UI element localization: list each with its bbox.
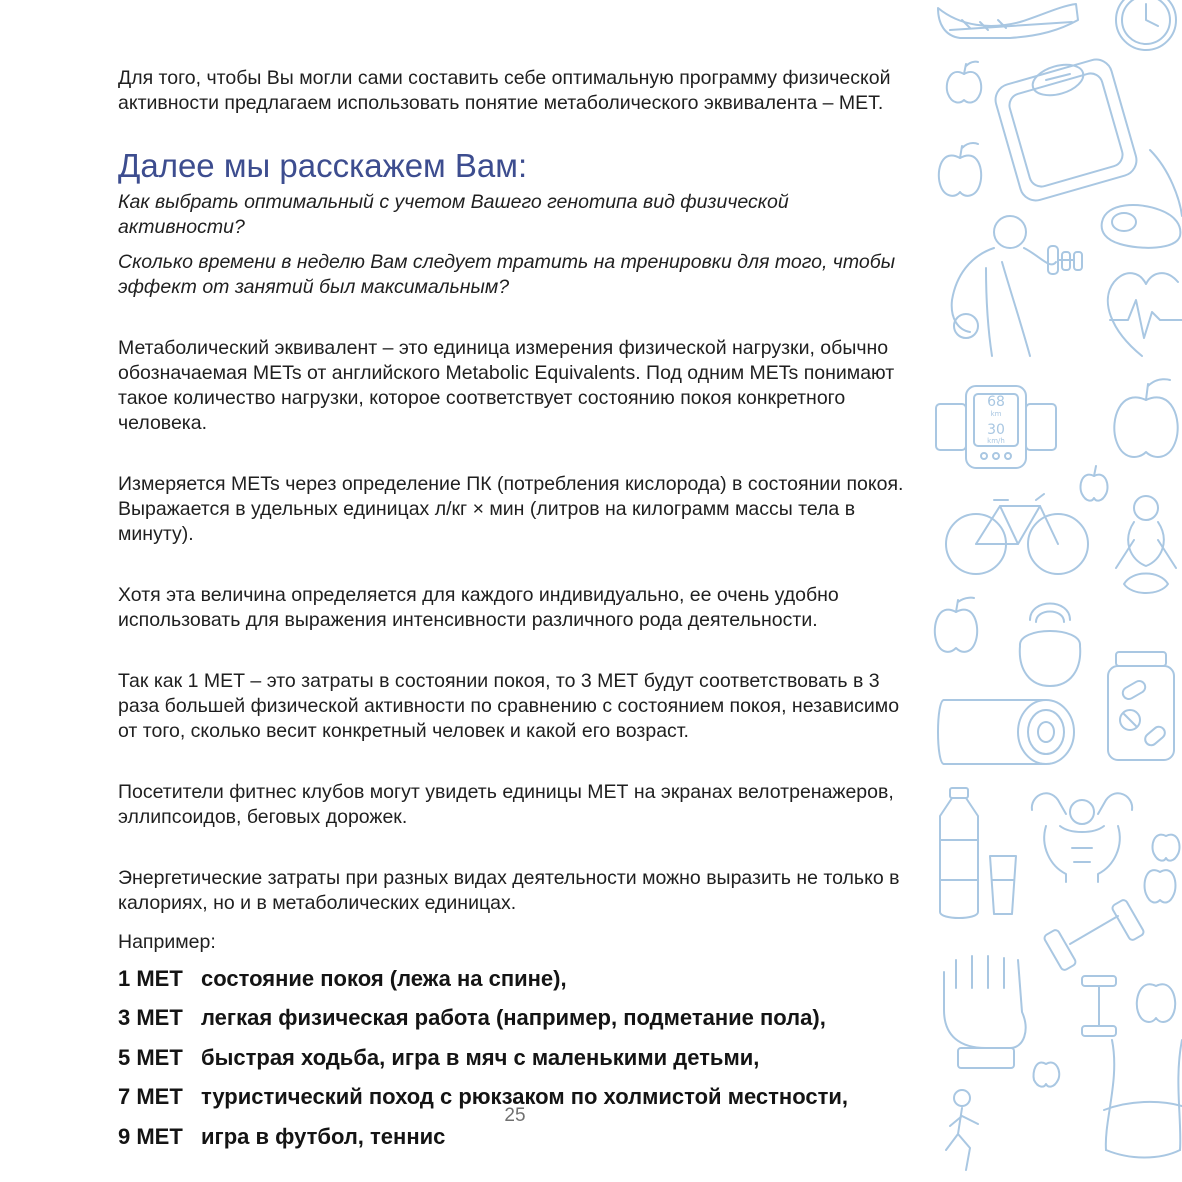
apple-icon	[1137, 984, 1175, 1022]
apple-icon	[939, 143, 981, 196]
water-bottle-icon	[940, 788, 978, 918]
met-value: 3 МЕТ	[118, 1005, 183, 1031]
apple-icon	[1114, 379, 1177, 457]
paragraph-energy: Энергетические затраты при разных видах деятельности можно выразить не только в калориях, но и в метаболических единицах.	[118, 867, 900, 914]
met-activity: туристический поход с рюкзаком по холмистой местности,	[201, 1084, 849, 1110]
dumbbell-icon	[1082, 976, 1116, 1036]
paragraph-met-measurement: Измеряется METs через определение ПК (потребления кислорода) в состоянии покоя. Выражается в удельных единицах л/кг × мин (литров на килограмм массы тела в минуту).	[118, 473, 904, 545]
avocado-icon	[1102, 150, 1182, 248]
stopwatch-icon	[1116, 0, 1176, 50]
yoga-mat-icon	[938, 700, 1074, 764]
waist-icon	[1104, 1040, 1182, 1158]
dumbbell-icon	[1048, 246, 1082, 274]
met-activity: быстрая ходьба, игра в мяч с маленькими детьми,	[201, 1044, 760, 1070]
tracker-distance-unit: km	[990, 410, 1002, 418]
paragraph-met-example: Так как 1 МЕТ – это затраты в состоянии покоя, то 3 МЕТ будут соответствовать в 3 раза большей физической активности по сравнению с состоянием покоя, независимо от того, сколько весит конкретный человек и какой его возраст.	[118, 670, 900, 742]
apple-icon	[1145, 870, 1176, 902]
list-item	[118, 1038, 912, 1078]
apple-icon	[1034, 1063, 1060, 1087]
list-item	[118, 999, 912, 1039]
met-activity: легкая физическая работа (например, подметание пола),	[201, 1005, 826, 1031]
scale-icon	[992, 56, 1140, 204]
muscles-icon	[1032, 793, 1132, 882]
paragraph-fitness-clubs: Посетители фитнес клубов могут увидеть единицы МЕТ на экранах велотренажеров, эллипсоидов, беговых дорожек.	[118, 781, 894, 828]
fitness-tracker-icon	[936, 386, 1056, 468]
met-value: 9 МЕТ	[118, 1123, 183, 1149]
apple-icon	[947, 62, 981, 103]
met-value: 5 МЕТ	[118, 1044, 183, 1070]
text-column	[118, 66, 912, 1157]
sneaker-icon	[938, 4, 1078, 38]
bodybuilder-icon	[952, 216, 1056, 356]
section-heading: Далее мы расскажем Вам:	[118, 147, 528, 184]
heart-pulse-icon	[1108, 273, 1182, 356]
tracker-distance: 68	[987, 394, 1005, 410]
bicycle-icon	[946, 494, 1088, 574]
glove-icon	[944, 956, 1026, 1068]
tracker-speed: 30	[987, 422, 1005, 438]
question-1: Как выбрать оптимальный с учетом Вашего генотипа вид физической активности?	[118, 191, 789, 238]
glass-icon	[990, 856, 1016, 914]
runner-icon	[946, 1090, 978, 1170]
paragraph-met-definition: Метаболический эквивалент – это единица измерения физической нагрузки, обычно обозначаемая METs от английского Metabolic Equivalents. Под одним METs понимают такое количество нагрузки, которое соответствует состоянию покоя конкретного человека.	[118, 337, 895, 434]
apple-icon	[1153, 835, 1180, 861]
paragraph-met-usage: Хотя эта величина определяется для каждого индивидуально, ее очень удобно использовать для выражения интенсивности различного рода деятельности.	[118, 584, 839, 631]
met-activity: игра в футбол, теннис	[201, 1123, 446, 1149]
met-value: 7 МЕТ	[118, 1084, 183, 1110]
pill-jar-icon	[1108, 652, 1174, 760]
tracker-speed-unit: km/h	[987, 437, 1005, 445]
met-value: 1 МЕТ	[118, 965, 183, 991]
list-item	[118, 959, 912, 999]
kettlebell-icon	[1020, 604, 1080, 687]
yoga-icon	[1116, 496, 1176, 593]
fitness-icon-pattern	[920, 0, 1182, 1182]
met-activity: состояние покоя (лежа на спине),	[201, 965, 567, 991]
question-2: Сколько времени в неделю Вам следует тратить на тренировки для того, чтобы эффект от занятий был максимальным?	[118, 251, 896, 298]
page-number: 25	[504, 1105, 526, 1126]
apple-icon	[1081, 466, 1108, 501]
dumbbell-icon	[1043, 899, 1145, 972]
example-label: Например:	[118, 931, 216, 953]
intro-paragraph: Для того, чтобы Вы могли сами составить себе оптимальную программу физической активности предлагаем использовать понятие метаболического эквивалента – МЕТ.	[118, 67, 891, 114]
apple-icon	[935, 598, 977, 652]
